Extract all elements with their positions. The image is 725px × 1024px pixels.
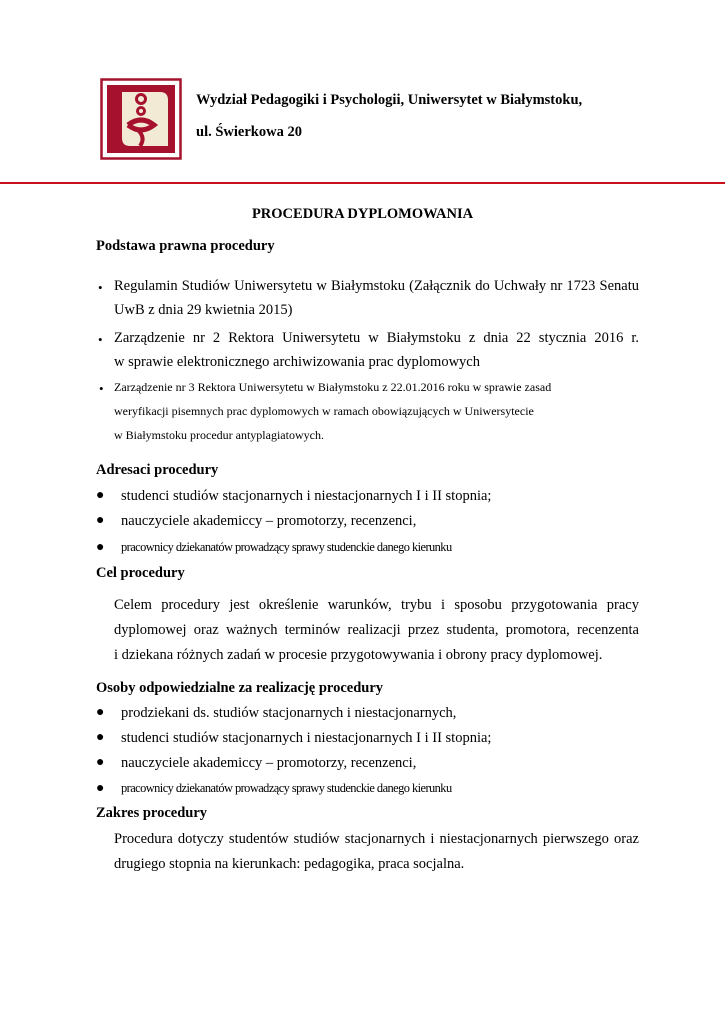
bullet-icon: ● bbox=[96, 705, 105, 720]
legal-basis-item-3-line-1: Zarządzenie nr 3 Rektora Uniwersytetu w Białymstoku z 22.01.2016 roku w sprawie zasad bbox=[114, 380, 552, 394]
bullet-icon: ● bbox=[96, 781, 105, 796]
addressee-item-3: pracownicy dziekanatów prowadzący sprawy studenckie danego kierunku bbox=[121, 540, 452, 554]
legal-basis-item-3-line-2: weryfikacji pisemnych prac dyplomowych w ramach obowiązujących w Uniwersytecie bbox=[114, 404, 534, 418]
bullet-icon: ● bbox=[96, 540, 105, 555]
responsible-item-4: pracownicy dziekanatów prowadzący sprawy studenckie danego kierunku bbox=[121, 781, 452, 795]
legal-basis-heading: Podstawa prawna procedury bbox=[96, 238, 275, 254]
faculty-logo bbox=[100, 78, 182, 160]
scope-heading: Zakres procedury bbox=[96, 805, 208, 821]
goal-line-2: dyplomowej oraz ważnych terminów realizacji przez studenta, promotora, recenzenta bbox=[114, 622, 639, 638]
goal-line-1: Celem procedury jest określenie warunków, trybu i sposobu przygotowania pracy bbox=[114, 597, 639, 613]
bullet-icon: ● bbox=[96, 513, 105, 528]
legal-basis-item-2-line-1: Zarządzenie nr 2 Rektora Uniwersytetu w Białymstoku z dnia 22 stycznia 2016 r. bbox=[114, 330, 639, 346]
addressee-item-1: studenci studiów stacjonarnych i niestacjonarnych I i II stopnia; bbox=[121, 488, 492, 504]
scope-line-2: drugiego stopnia na kierunkach: pedagogika, praca socjalna. bbox=[114, 856, 465, 872]
responsible-item-2: studenci studiów stacjonarnych i niestacjonarnych I i II stopnia; bbox=[121, 730, 492, 746]
goal-heading: Cel procedury bbox=[96, 565, 185, 581]
legal-basis-item-3-line-3: w Białymstoku procedur antyplagiatowych. bbox=[114, 428, 324, 442]
bullet-icon: • bbox=[98, 332, 103, 347]
addressee-item-2: nauczyciele akademiccy – promotorzy, recenzenci, bbox=[121, 513, 417, 529]
legal-basis-item-2-line-2: w sprawie elektronicznego archiwizowania prac dyplomowych bbox=[114, 354, 480, 370]
bullet-icon: • bbox=[98, 280, 103, 295]
responsible-heading: Osoby odpowiedzialne za realizację procedury bbox=[96, 680, 384, 696]
document-title: PROCEDURA DYPLOMOWANIA bbox=[251, 206, 474, 222]
institution-address: ul. Świerkowa 20 bbox=[196, 124, 302, 140]
goal-line-3: i dziekana różnych zadań w procesie przygotowywania i obrony pracy dyplomowej. bbox=[114, 647, 603, 663]
responsible-item-3: nauczyciele akademiccy – promotorzy, recenzenci, bbox=[121, 755, 417, 771]
bullet-icon: ● bbox=[96, 755, 105, 770]
bullet-icon: ● bbox=[96, 730, 105, 745]
institution-name: Wydział Pedagogiki i Psychologii, Uniwersytet w Białymstoku, bbox=[196, 92, 583, 108]
header-divider bbox=[0, 182, 725, 184]
legal-basis-item-1-line-2: UwB z dnia 29 kwietnia 2015) bbox=[114, 302, 293, 318]
responsible-item-1: prodziekani ds. studiów stacjonarnych i niestacjonarnych, bbox=[121, 705, 457, 721]
bullet-icon: • bbox=[99, 381, 104, 396]
scope-line-1: Procedura dotyczy studentów studiów stacjonarnych i niestacjonarnych pierwszego oraz bbox=[114, 831, 639, 847]
bullet-icon: ● bbox=[96, 488, 105, 503]
addressees-heading: Adresaci procedury bbox=[96, 462, 219, 478]
legal-basis-item-1-line-1: Regulamin Studiów Uniwersytetu w Białymstoku (Załącznik do Uchwały nr 1723 Senatu bbox=[114, 278, 639, 294]
